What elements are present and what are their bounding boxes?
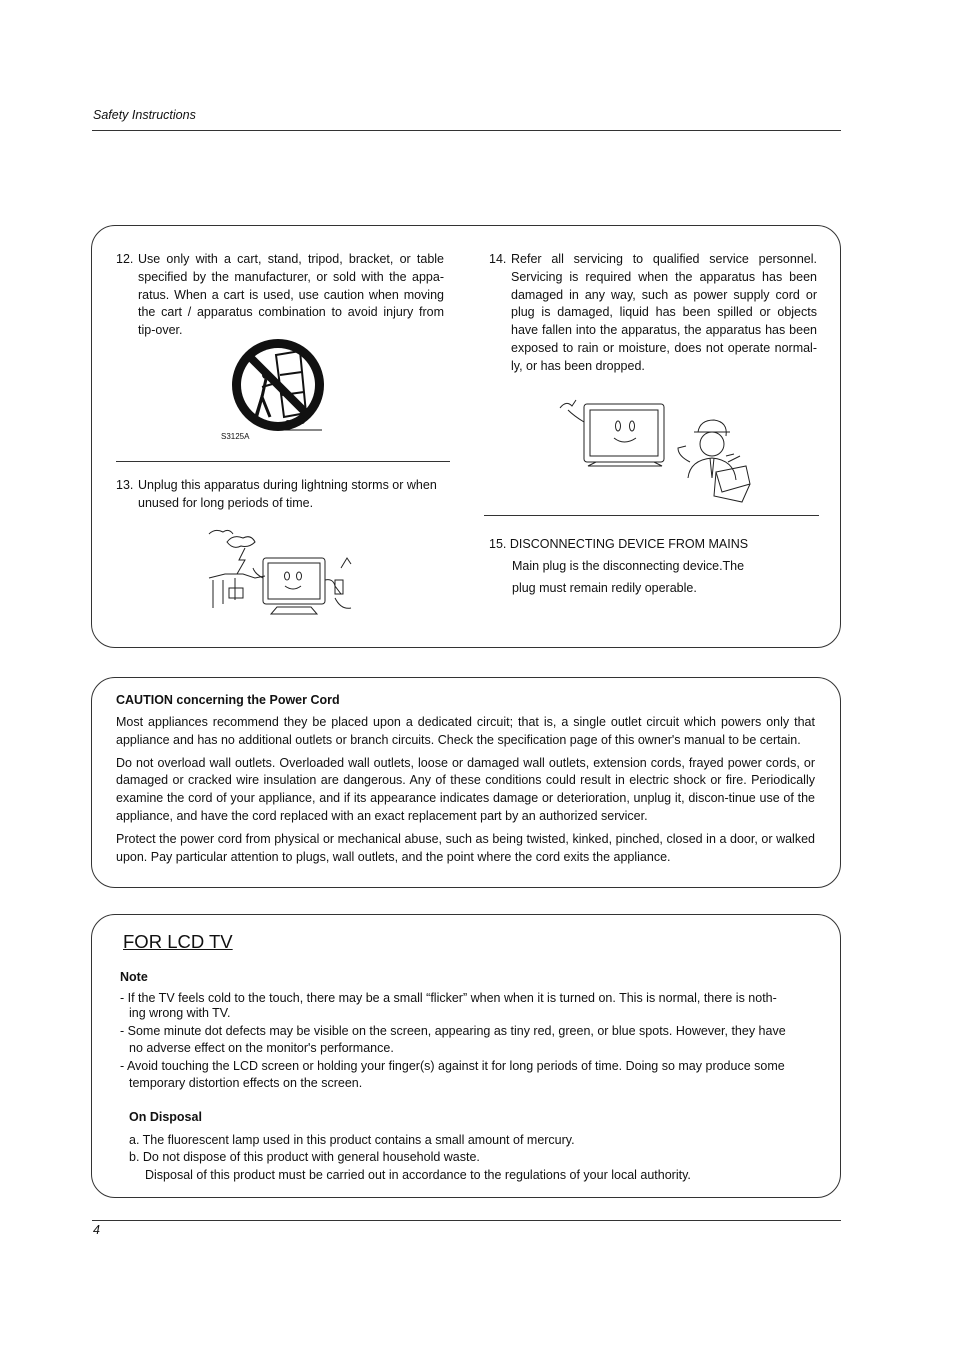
section-title: Safety Instructions [93,108,196,122]
lcd-tv-title: FOR LCD TV [123,931,233,952]
note-item-2: - Some minute dot defects may be visible on the screen, appearing as tiny red, green, or blue spots. However, they have [120,1024,786,1038]
item-15-title [489,533,748,555]
lightning-unplug-illustration [205,528,360,620]
caution-heading: CAUTION concerning the Power Cord [116,693,340,707]
no-cart-tipover-icon [218,335,338,440]
note-item-3: - Avoid touching the LCD screen or holding your finger(s) against it for long periods of time. Doing so may produce some [120,1059,785,1073]
item-15-line1: Main plug is the disconnecting device.The [512,559,745,573]
item-heading: DISCONNECTING DEVICE FROM MAINS [509,537,749,551]
disposal-item-b-cont: Disposal of this product must be carried out in accordance to the regulations of your local authority. [145,1168,691,1182]
item-13 [116,477,444,513]
disposal-heading: On Disposal [129,1110,202,1124]
service-technician-illustration [556,396,752,508]
item-15-line2: plug must remain redily operable. [512,581,697,595]
item-number: 14. [489,252,507,266]
item-number: 12. [116,252,134,266]
item-text: Use only with a cart, stand, tripod, bracket, or table specified by the manufacturer, or sold with the appa-ratus. When a cart is used, use caution when moving the cart / apparatus combination to avoid injury from tip-over. [138,252,444,338]
caution-paragraph: Protect the power cord from physical or mechanical abuse, such as being twisted, kinked, pinched, closed in a door, or walked upon. Pay particular attention to plugs, wall outlets, and the point where the cord exits the appliance. [116,831,815,864]
item-12 [116,251,444,340]
item-14 [489,251,817,376]
item-text: Unplug this apparatus during lightning storms or when unused for long periods of time. [138,478,437,510]
item-number: 15. [489,537,507,551]
note-item-2-cont: no adverse effect on the monitor's performance. [129,1041,394,1055]
caution-paragraph: Do not overload wall outlets. Overloaded wall outlets, loose or damaged wall outlets, extension cords, frayed power cords, or damaged or cracked wire insulation are dangerous. Any of these conditions could result in electric shock or fire. Periodically examine the cord of your appliance, and if its appearance indicates damage or deterioration, unplug it, discon-tinue use of the appliance, and have the cord replaced with an exact replacement part by an authorized servicer. [116,755,815,823]
caution-body [116,714,815,871]
disposal-item-b: b. Do not dispose of this product with general household waste. [129,1150,480,1164]
header-rule [92,130,841,131]
note-item-1: - If the TV feels cold to the touch, there may be a small “flicker” when when it is turned on. This is normal, there is noth- [120,991,777,1005]
disposal-item-a: a. The fluorescent lamp used in this product contains a small amount of mercury. [129,1133,575,1147]
divider-left [116,461,450,462]
page-number: 4 [93,1223,100,1237]
item-text: Refer all servicing to qualified service personnel. Servicing is required when the apparatus has been damaged in any way, such as power supply cord or plug is damaged, liquid has been spilled or objects have fallen into the apparatus, the apparatus has been exposed to rain or moisture, does not operate normal-ly, or has been dropped. [511,252,817,373]
note-item-1-cont: ing wrong with TV. [129,1006,231,1020]
caution-paragraph: Most appliances recommend they be placed upon a dedicated circuit; that is, a single outlet circuit which powers only that appliance and has no additional outlets or branch circuits. Check the specification page of this owner's manual to be certain. [116,715,815,747]
note-heading: Note [120,970,148,984]
figure-caption: S3125A [221,432,250,441]
footer-rule [92,1220,841,1221]
item-number: 13. [116,478,134,492]
note-item-3-cont: temporary distortion effects on the screen. [129,1076,363,1090]
divider-right [484,515,819,516]
